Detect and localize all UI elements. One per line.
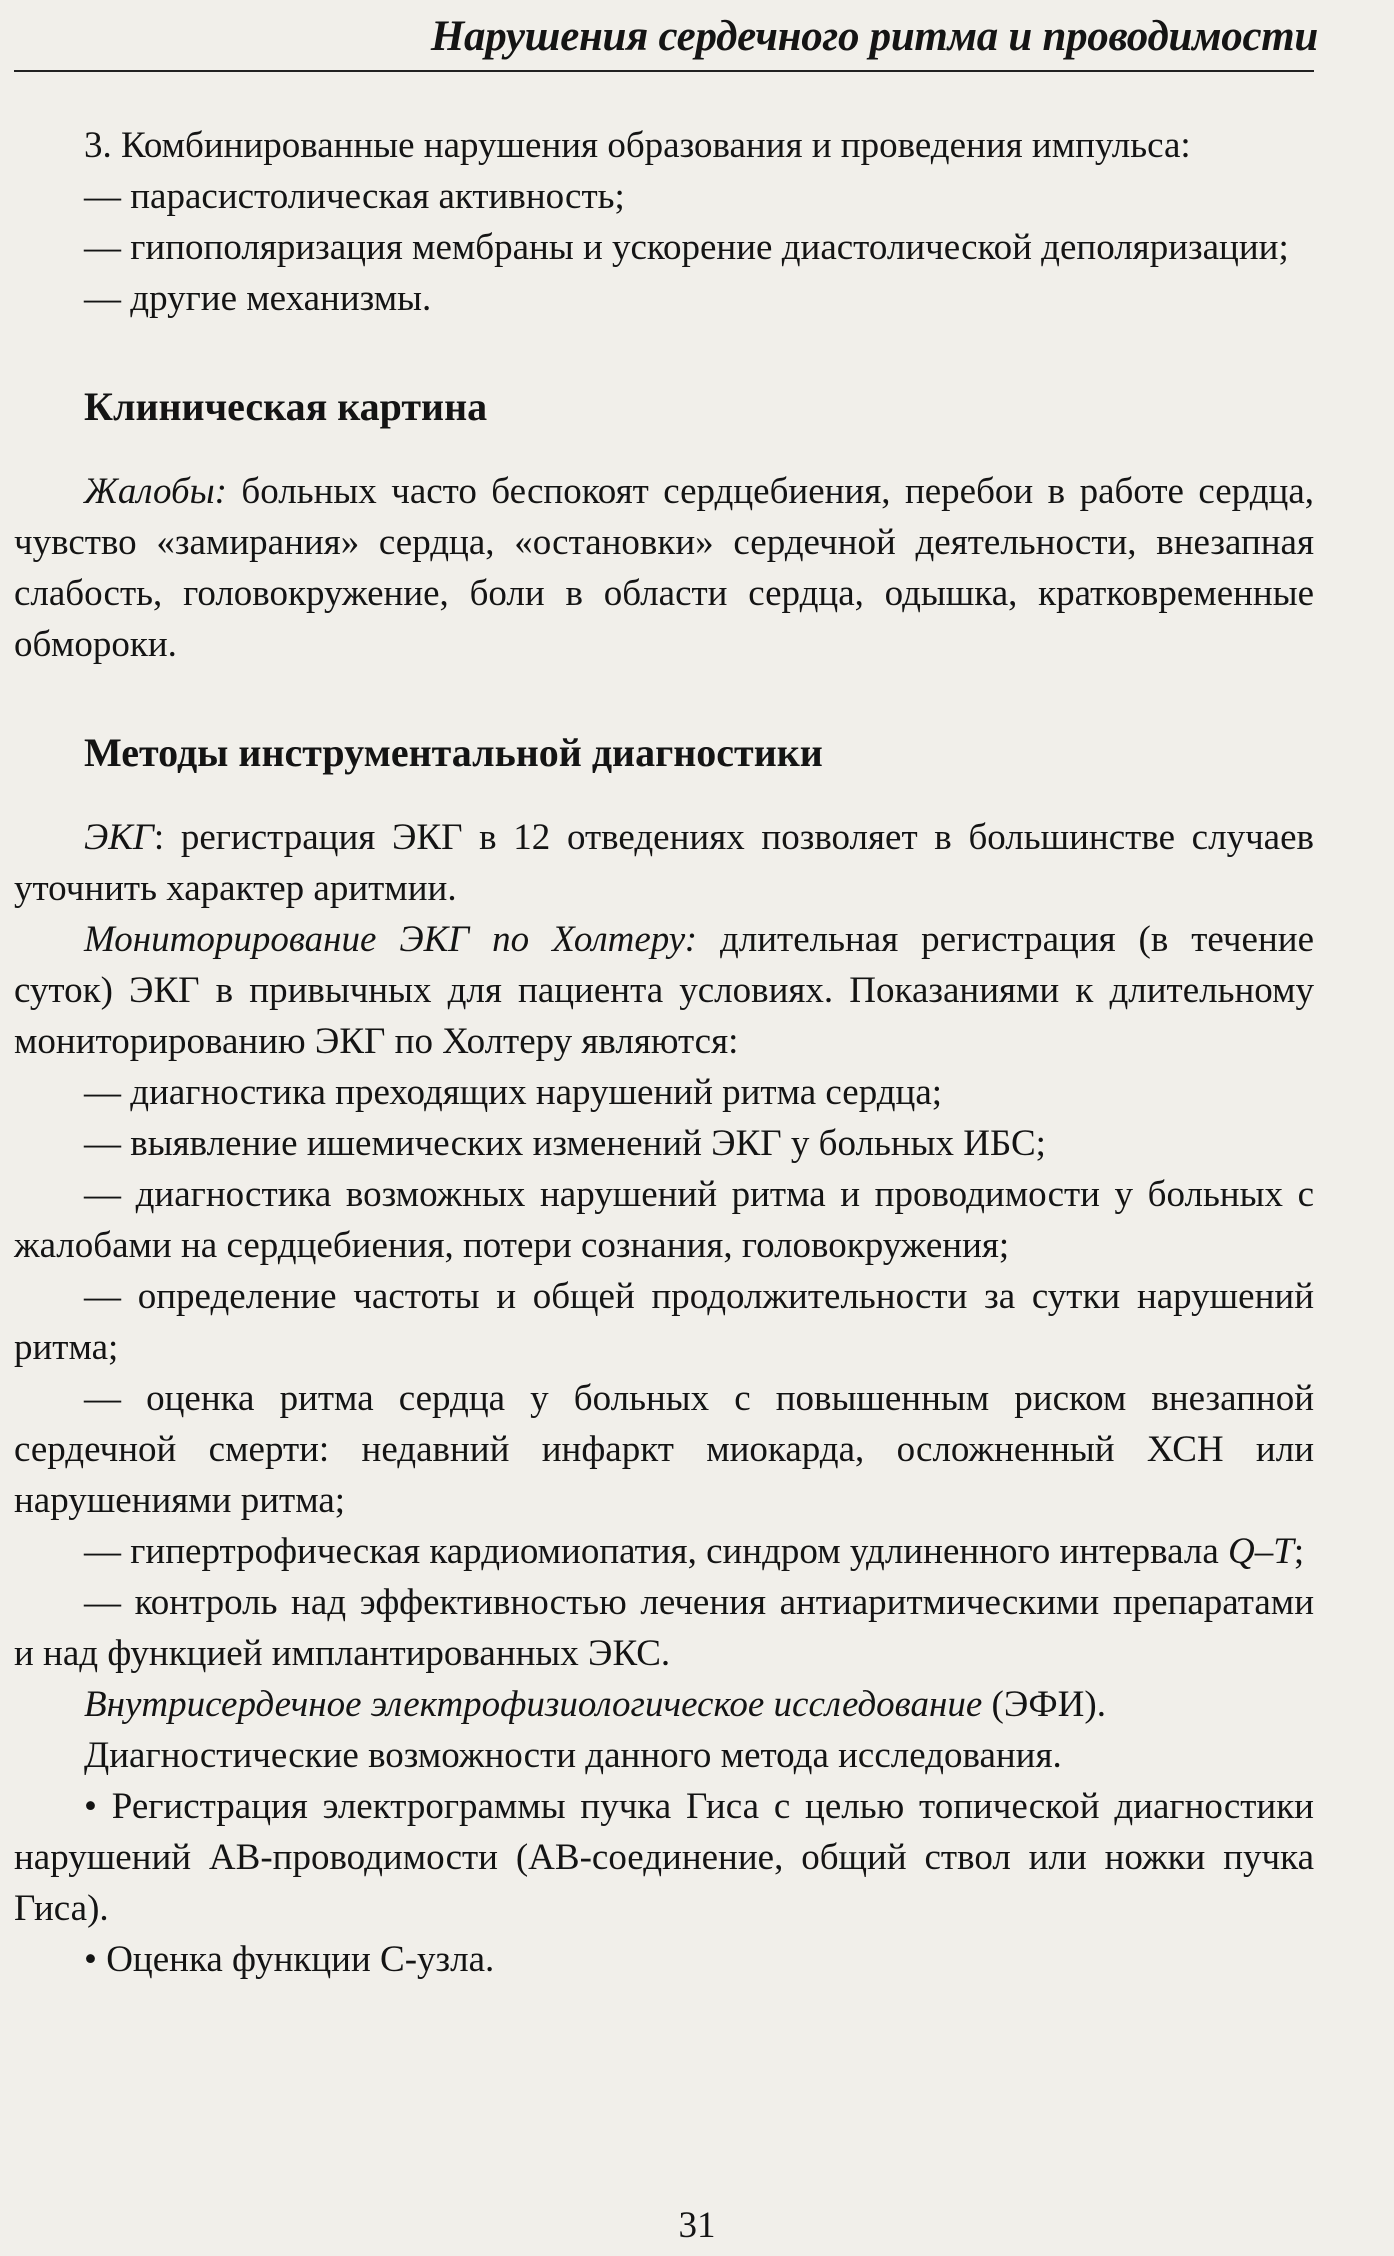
complaints-text: больных часто беспокоят сердцебиения, перебои в работе сердца, чувство «замирания» сердца, «остановки» сердечной деятельности, внезапная слабость, головокружение, боли в области сердца, одышка, кратковременные обмороки. [14,471,1314,665]
holter-lead: Мониторирование ЭКГ по Холтеру: [84,919,698,960]
list-item: — диагностика возможных нарушений ритма и проводимости у больных с жалобами на сердцебиения, потери сознания, головокружения; [14,1174,1314,1266]
paragraph-efi [14,1679,1314,1730]
paragraph-complaints [14,466,1314,670]
li6-text: — гипертрофическая кардиомиопатия, синдром удлиненного интервала [84,1531,1229,1572]
list-item: — выявление ишемических изменений ЭКГ у больных ИБС; [84,1123,1046,1164]
list-item: — другие механизмы. [84,278,432,319]
bullet-item: • Регистрация электрограммы пучка Гиса с целью топической диагностики нарушений АВ-проводимости (АВ-соединение, общий ствол или ножки пучка Гиса). [14,1786,1314,1929]
li6-interval: Q–T [1228,1531,1294,1572]
heading-instrumental-methods: Методы инструментальной диагностики [84,730,823,775]
list-item [14,1526,1314,1577]
list-item: — контроль над эффективностью лечения антиаритмическими препаратами и над функцией имплантированных ЭКС. [14,1582,1314,1674]
ecg-lead: ЭКГ [84,817,154,858]
bullet-item: • Оценка функции С-узла. [84,1939,495,1980]
complaints-lead: Жалобы: [84,471,227,512]
header-rule [14,70,1314,72]
page-body [14,120,1314,1985]
paragraph-combined-disorders: 3. Комбинированные нарушения образования и проведения импульса: [84,125,1191,166]
heading-clinical-picture: Клиническая картина [84,384,488,429]
list-item: — парасистолическая активность; [84,176,625,217]
efi-lead: Внутрисердечное электрофизиологическое исследование [84,1684,983,1725]
list-item: — оценка ритма сердца у больных с повышенным риском внезапной сердечной смерти: недавний инфаркт миокарда, осложненный ХСН или нарушениями ритма; [14,1378,1314,1521]
running-head: Нарушения сердечного ритма и проводимости [430,13,1318,60]
holter-text: длительная регистрация (в течение суток) ЭКГ в привычных для пациента условиях. Показаниями к длительному мониторированию ЭКГ по Холтеру являются: [14,919,1314,1062]
li6-end: ; [1293,1531,1305,1572]
list-item: — определение частоты и общей продолжительности за сутки нарушений ритма; [14,1276,1314,1368]
paragraph-efi-capabilities: Диагностические возможности данного метода исследования. [84,1735,1062,1776]
list-item: — гипополяризация мембраны и ускорение диастолической деполяризации; [84,227,1289,268]
list-item: — диагностика преходящих нарушений ритма сердца; [84,1072,943,1113]
efi-text: (ЭФИ). [982,1684,1106,1725]
paragraph-holter [14,914,1314,1067]
paragraph-ecg [14,812,1314,914]
ecg-text: : регистрация ЭКГ в 12 отведениях позволяет в большинстве случаев уточнить характер аритмии. [14,817,1314,909]
page-number: 31 [678,2205,716,2246]
